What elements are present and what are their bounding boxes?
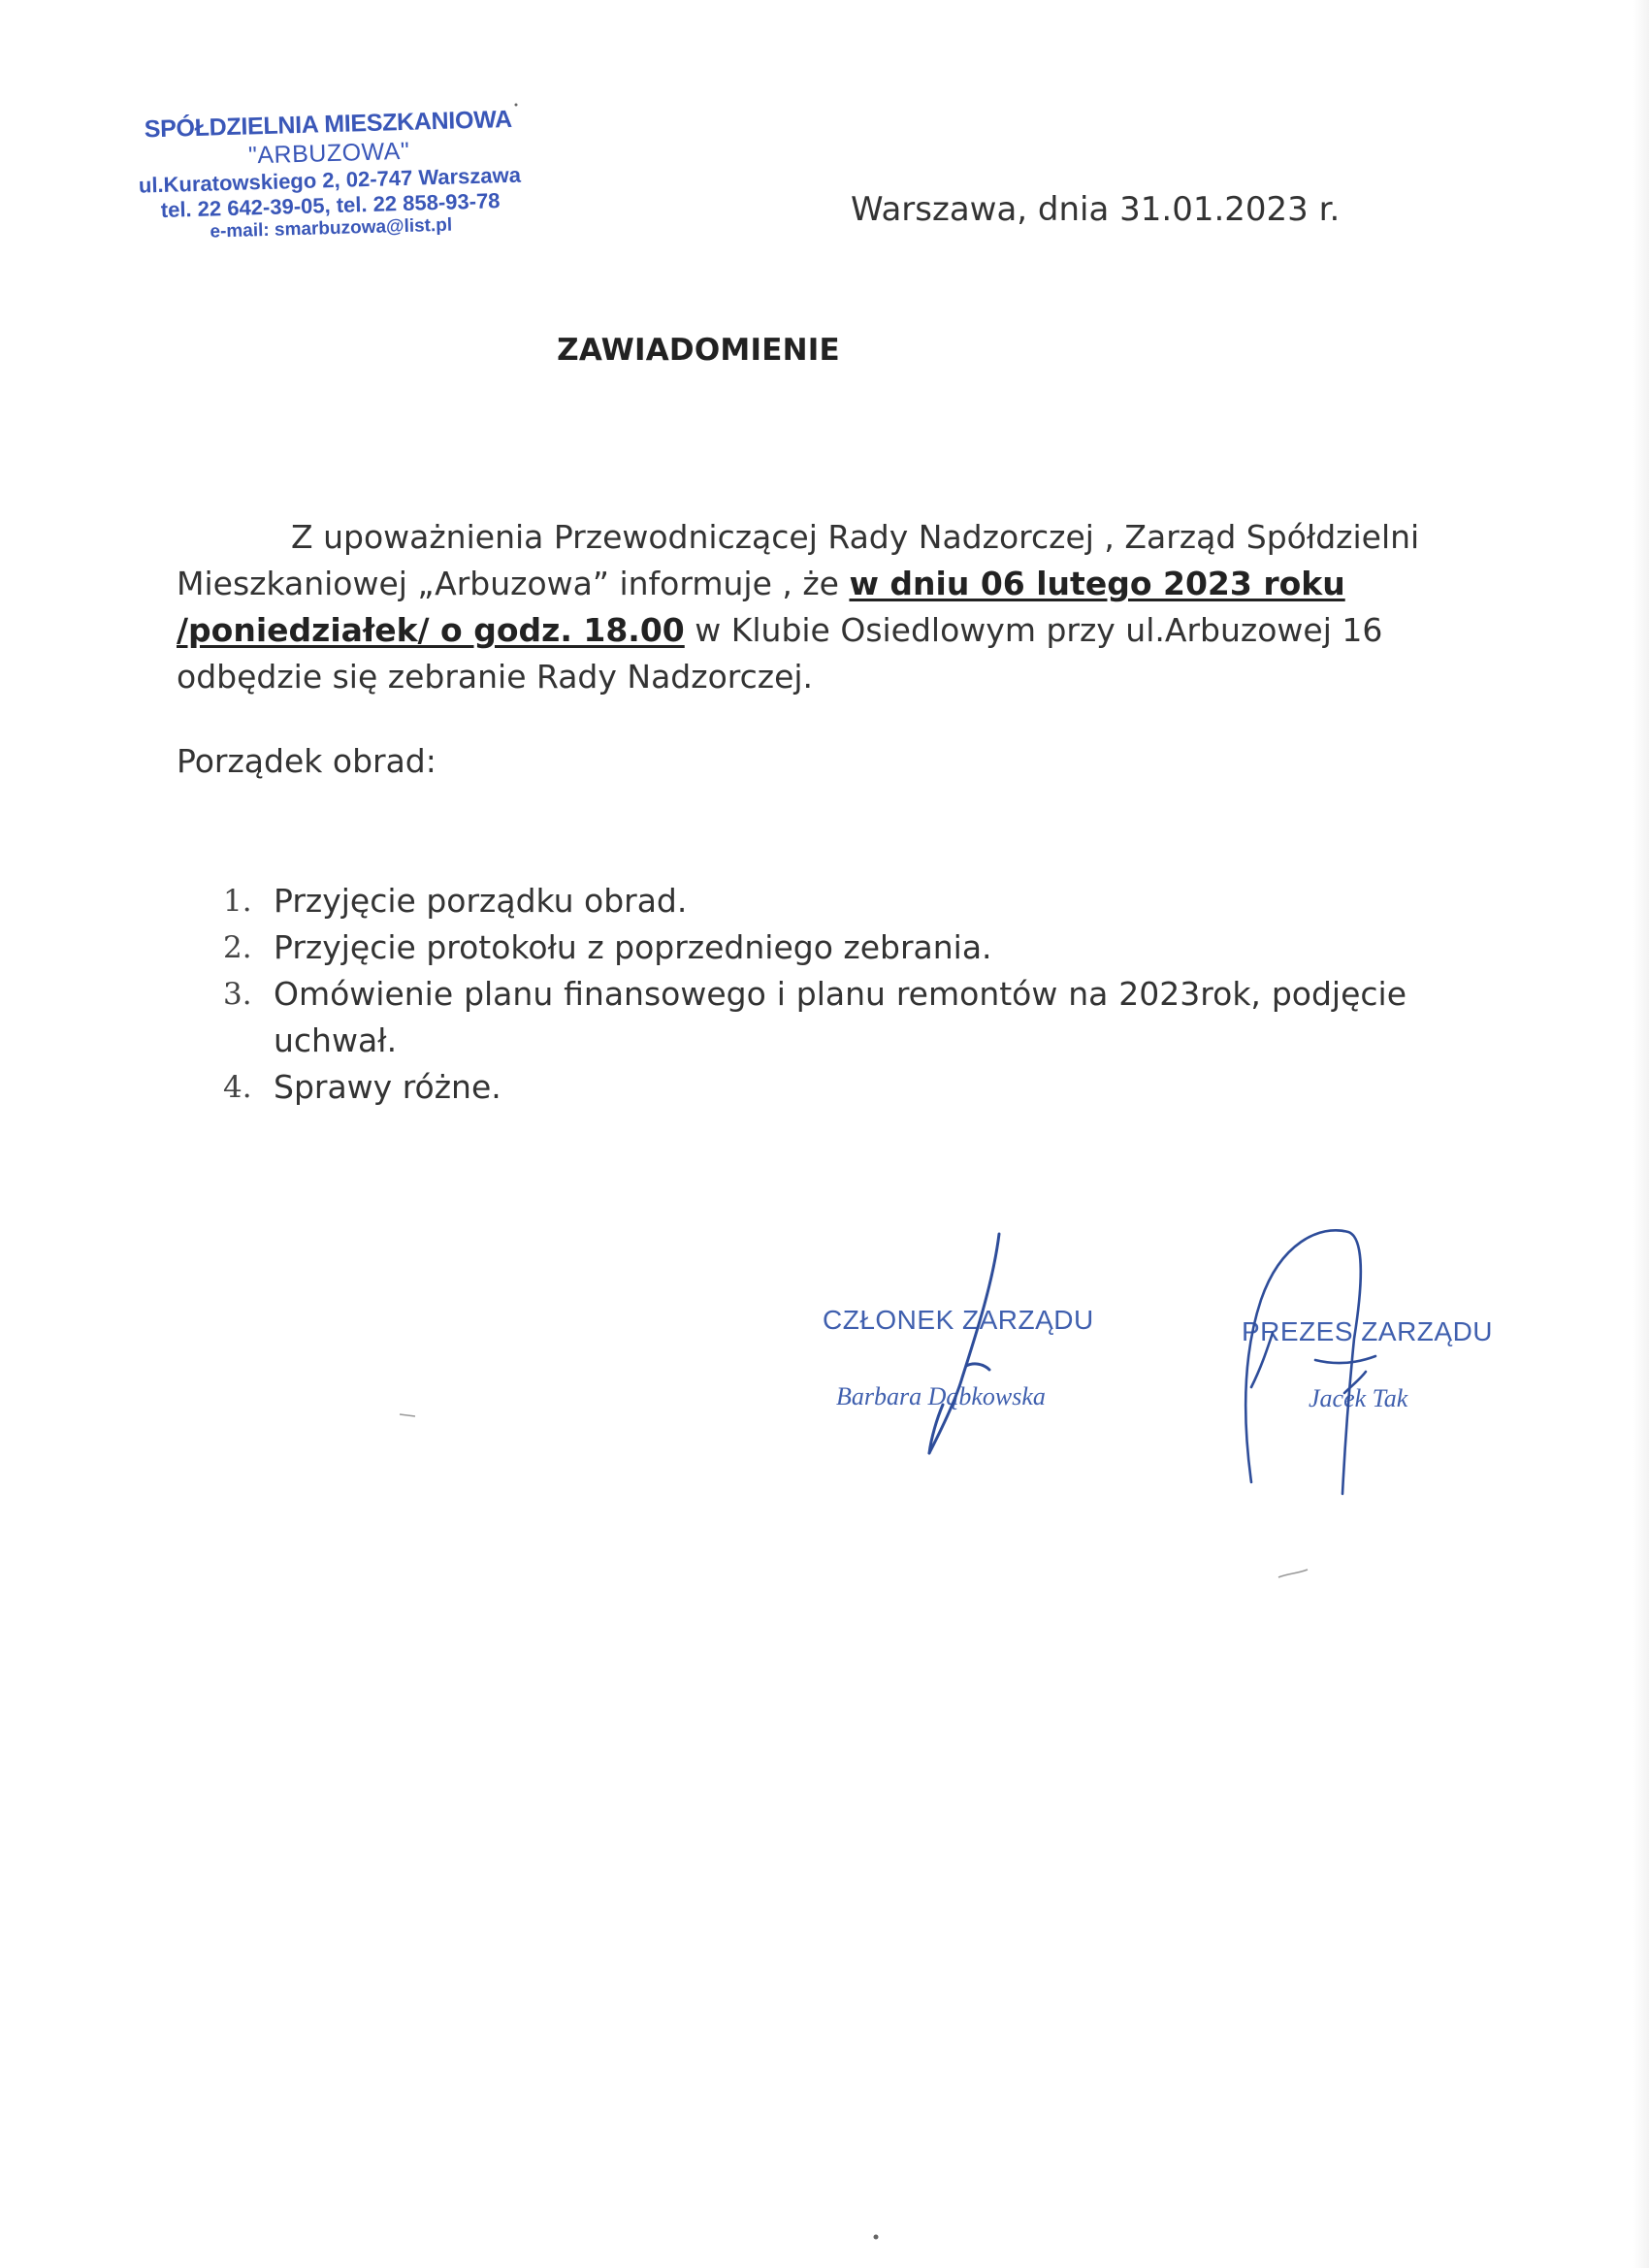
scan-edge bbox=[1633, 0, 1649, 2268]
document-date: Warszawa, dnia 31.01.2023 r. bbox=[851, 190, 1341, 229]
cooperative-stamp bbox=[124, 105, 535, 245]
meeting-time-highlight: /poniedziałek/ o godz. 18.00 bbox=[177, 611, 685, 649]
stamp-line-email: e-mail: smarbuzowa@list.pl bbox=[210, 214, 453, 243]
president-stamp-name: Jacek Tak bbox=[1309, 1384, 1408, 1412]
notice-line-3 bbox=[177, 607, 1383, 654]
agenda-item bbox=[223, 878, 1406, 924]
agenda-heading: Porządek obrad: bbox=[177, 742, 436, 780]
president-stamp-label: PREZES ZARZĄDU bbox=[1242, 1316, 1494, 1346]
agenda-item-number: 4. bbox=[223, 1070, 252, 1105]
agenda-item-text: Przyjęcie porządku obrad. bbox=[274, 882, 688, 920]
board-member-signature bbox=[929, 1234, 999, 1453]
agenda-item-text: Sprawy różne. bbox=[274, 1068, 501, 1106]
notice-line-4: odbędzie się zebranie Rady Nadzorczej. bbox=[177, 658, 814, 696]
notice-line-2 bbox=[177, 561, 1350, 607]
scan-dot bbox=[874, 2235, 879, 2240]
meeting-date-highlight: w dniu 06 lutego 2023 roku bbox=[849, 565, 1345, 602]
agenda-item-text-continued: uchwał. bbox=[274, 1021, 398, 1059]
agenda-item bbox=[223, 1064, 1406, 1111]
agenda-list bbox=[223, 878, 1406, 1111]
stamp-line-name: SPÓŁDZIELNIA MIESZKANIOWA bbox=[144, 105, 513, 144]
agenda-item-number: 1. bbox=[223, 884, 252, 919]
stamp-line-address: ul.Kuratowskiego 2, 02-747 Warszawa bbox=[138, 162, 522, 198]
agenda-item bbox=[223, 924, 1406, 971]
agenda-item-text: Omówienie planu finansowego i planu remontów na 2023rok, podjęcie bbox=[274, 975, 1406, 1013]
notice-paragraph bbox=[177, 514, 1420, 700]
notice-line-3-text: w Klubie Osiedlowym przy ul.Arbuzowej 16 bbox=[684, 611, 1383, 649]
president-signature bbox=[1245, 1230, 1375, 1494]
board-member-stamp-name: Barbara Dąbkowska bbox=[836, 1382, 1046, 1410]
agenda-item-number: 2. bbox=[223, 930, 252, 965]
stamp-line-arbuzowa: "ARBUZOWA" bbox=[247, 137, 410, 169]
scan-marks bbox=[400, 1414, 1308, 1577]
board-member-stamp-label: CZŁONEK ZARZĄDU bbox=[823, 1305, 1094, 1335]
agenda-item bbox=[223, 971, 1406, 1064]
notice-line-1: Z upoważnienia Przewodniczącej Rady Nadzorczej , Zarząd Spółdzielni bbox=[291, 518, 1420, 556]
notice-line-2-text: Mieszkaniowej „Arbuzowa” informuje , że bbox=[177, 565, 850, 602]
agenda-item-number: 3. bbox=[223, 977, 252, 1012]
stamp-line-phones: tel. 22 642-39-05, tel. 22 858-93-78 bbox=[160, 188, 501, 222]
document-title: ZAWIADOMIENIE bbox=[557, 333, 840, 368]
agenda-item-text: Przyjęcie protokołu z poprzedniego zebrania. bbox=[274, 928, 992, 966]
